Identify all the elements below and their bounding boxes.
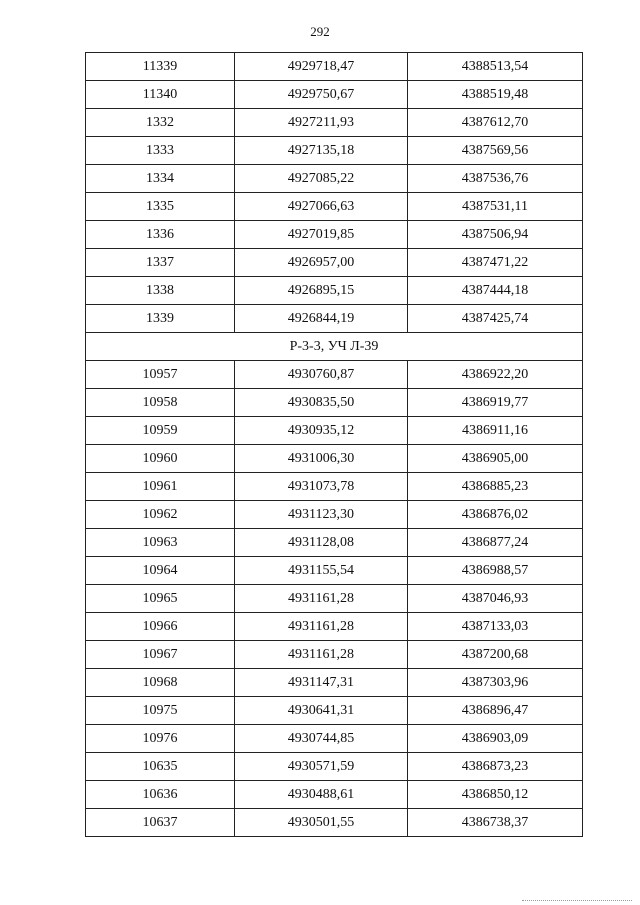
point-number-cell: 10976: [86, 725, 235, 753]
y-coordinate-cell: 4386873,23: [408, 753, 583, 781]
y-coordinate-cell: 4387506,94: [408, 221, 583, 249]
x-coordinate-cell: 4927135,18: [235, 137, 408, 165]
x-coordinate-cell: 4931147,31: [235, 669, 408, 697]
x-coordinate-cell: 4927019,85: [235, 221, 408, 249]
point-number-cell: 10968: [86, 669, 235, 697]
point-number-cell: 1333: [86, 137, 235, 165]
point-number-cell: 10975: [86, 697, 235, 725]
point-number-cell: 10959: [86, 417, 235, 445]
table-row: [86, 193, 583, 221]
y-coordinate-cell: 4386850,12: [408, 781, 583, 809]
y-coordinate-cell: 4388513,54: [408, 53, 583, 81]
y-coordinate-cell: 4386877,24: [408, 529, 583, 557]
coordinates-table-body: [86, 53, 583, 837]
table-row: [86, 417, 583, 445]
x-coordinate-cell: 4930760,87: [235, 361, 408, 389]
section-heading-row: [86, 333, 583, 361]
x-coordinate-cell: 4930935,12: [235, 417, 408, 445]
point-number-cell: 1339: [86, 305, 235, 333]
point-number-cell: 10966: [86, 613, 235, 641]
y-coordinate-cell: 4386738,37: [408, 809, 583, 837]
coordinates-table: [85, 52, 583, 837]
point-number-cell: 1332: [86, 109, 235, 137]
table-row: [86, 641, 583, 669]
y-coordinate-cell: 4386896,47: [408, 697, 583, 725]
x-coordinate-cell: 4930571,59: [235, 753, 408, 781]
x-coordinate-cell: 4930744,85: [235, 725, 408, 753]
page-number: 292: [310, 24, 330, 39]
point-number-cell: 10958: [86, 389, 235, 417]
y-coordinate-cell: 4386919,77: [408, 389, 583, 417]
point-number-cell: 1334: [86, 165, 235, 193]
table-row: [86, 585, 583, 613]
point-number-cell: 10965: [86, 585, 235, 613]
table-row: [86, 557, 583, 585]
point-number-cell: 1336: [86, 221, 235, 249]
table-row: [86, 221, 583, 249]
y-coordinate-cell: 4387444,18: [408, 277, 583, 305]
x-coordinate-cell: 4929718,47: [235, 53, 408, 81]
y-coordinate-cell: 4386922,20: [408, 361, 583, 389]
y-coordinate-cell: 4387531,11: [408, 193, 583, 221]
y-coordinate-cell: 4387303,96: [408, 669, 583, 697]
table-row: [86, 53, 583, 81]
y-coordinate-cell: 4387612,70: [408, 109, 583, 137]
point-number-cell: 10636: [86, 781, 235, 809]
point-number-cell: 1338: [86, 277, 235, 305]
x-coordinate-cell: 4931155,54: [235, 557, 408, 585]
x-coordinate-cell: 4931161,28: [235, 641, 408, 669]
y-coordinate-cell: 4386905,00: [408, 445, 583, 473]
y-coordinate-cell: 4386885,23: [408, 473, 583, 501]
table-row: [86, 473, 583, 501]
point-number-cell: 10635: [86, 753, 235, 781]
point-number-cell: 11340: [86, 81, 235, 109]
table-row: [86, 781, 583, 809]
y-coordinate-cell: 4387200,68: [408, 641, 583, 669]
scan-artifact: [522, 899, 632, 901]
point-number-cell: 10637: [86, 809, 235, 837]
table-row: [86, 249, 583, 277]
x-coordinate-cell: 4927211,93: [235, 109, 408, 137]
point-number-cell: 1337: [86, 249, 235, 277]
x-coordinate-cell: 4926957,00: [235, 249, 408, 277]
x-coordinate-cell: 4930835,50: [235, 389, 408, 417]
x-coordinate-cell: 4926895,15: [235, 277, 408, 305]
x-coordinate-cell: 4930488,61: [235, 781, 408, 809]
table-row: [86, 305, 583, 333]
x-coordinate-cell: 4929750,67: [235, 81, 408, 109]
y-coordinate-cell: 4386876,02: [408, 501, 583, 529]
point-number-cell: 10957: [86, 361, 235, 389]
y-coordinate-cell: 4387536,76: [408, 165, 583, 193]
x-coordinate-cell: 4931161,28: [235, 585, 408, 613]
x-coordinate-cell: 4927085,22: [235, 165, 408, 193]
y-coordinate-cell: 4386911,16: [408, 417, 583, 445]
x-coordinate-cell: 4930641,31: [235, 697, 408, 725]
y-coordinate-cell: 4387133,03: [408, 613, 583, 641]
y-coordinate-cell: 4387471,22: [408, 249, 583, 277]
table-row: [86, 109, 583, 137]
section-heading: Р-3-3, УЧ Л-39: [86, 333, 583, 361]
point-number-cell: 10961: [86, 473, 235, 501]
y-coordinate-cell: 4388519,48: [408, 81, 583, 109]
point-number-cell: 10960: [86, 445, 235, 473]
table-row: [86, 445, 583, 473]
x-coordinate-cell: 4930501,55: [235, 809, 408, 837]
x-coordinate-cell: 4931123,30: [235, 501, 408, 529]
table-row: [86, 501, 583, 529]
point-number-cell: 10964: [86, 557, 235, 585]
y-coordinate-cell: 4386988,57: [408, 557, 583, 585]
table-row: [86, 753, 583, 781]
table-row: [86, 529, 583, 557]
table-row: [86, 613, 583, 641]
point-number-cell: 1335: [86, 193, 235, 221]
table-row: [86, 361, 583, 389]
point-number-cell: 11339: [86, 53, 235, 81]
x-coordinate-cell: 4931128,08: [235, 529, 408, 557]
table-row: [86, 165, 583, 193]
y-coordinate-cell: 4386903,09: [408, 725, 583, 753]
point-number-cell: 10963: [86, 529, 235, 557]
x-coordinate-cell: 4931161,28: [235, 613, 408, 641]
table-row: [86, 277, 583, 305]
table-row: [86, 669, 583, 697]
table-row: [86, 81, 583, 109]
y-coordinate-cell: 4387425,74: [408, 305, 583, 333]
table-row: [86, 697, 583, 725]
x-coordinate-cell: 4926844,19: [235, 305, 408, 333]
x-coordinate-cell: 4931073,78: [235, 473, 408, 501]
y-coordinate-cell: 4387569,56: [408, 137, 583, 165]
table-row: [86, 137, 583, 165]
point-number-cell: 10962: [86, 501, 235, 529]
y-coordinate-cell: 4387046,93: [408, 585, 583, 613]
table-row: [86, 809, 583, 837]
point-number-cell: 10967: [86, 641, 235, 669]
table-row: [86, 389, 583, 417]
table-row: [86, 725, 583, 753]
x-coordinate-cell: 4931006,30: [235, 445, 408, 473]
x-coordinate-cell: 4927066,63: [235, 193, 408, 221]
